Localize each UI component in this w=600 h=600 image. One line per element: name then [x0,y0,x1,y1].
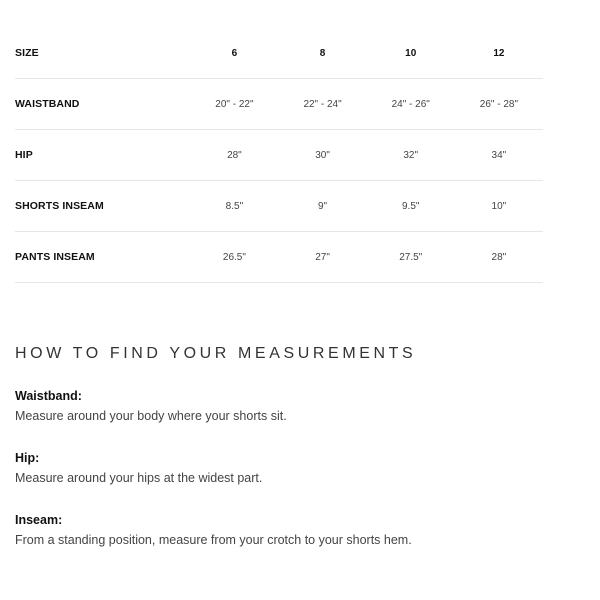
size-header-6: 6 [190,28,278,79]
hip-label: HIP [15,130,190,181]
hip-guide [15,451,575,485]
hip-size-12: 34" [455,130,543,181]
pants-inseam-size-6: 26.5" [190,232,278,283]
hip-size-6: 28" [190,130,278,181]
pants-inseam-row [15,232,543,283]
hip-guide-title: Hip: [15,451,40,465]
size-header-8: 8 [278,28,366,79]
waistband-row [15,79,543,130]
shorts-inseam-label: SHORTS INSEAM [15,181,190,232]
waistband-size-8: 22" - 24" [278,79,366,130]
inseam-guide-text: From a standing position, measure from your crotch to your shorts hem. [15,533,412,547]
hip-size-10: 32" [367,130,455,181]
waistband-size-6: 20" - 22" [190,79,278,130]
shorts-inseam-size-12: 10" [455,181,543,232]
pants-inseam-label: PANTS INSEAM [15,232,190,283]
size-header-12: 12 [455,28,543,79]
size-header-row [15,28,543,79]
hip-guide-text: Measure around your hips at the widest part. [15,471,263,485]
inseam-guide [15,513,575,547]
pants-inseam-size-8: 27" [278,232,366,283]
waistband-size-12: 26" - 28" [455,79,543,130]
inseam-guide-title: Inseam: [15,513,63,527]
shorts-inseam-row [15,181,543,232]
hip-row [15,130,543,181]
waistband-guide [15,389,575,423]
pants-inseam-size-12: 28" [455,232,543,283]
waistband-size-10: 24" - 26" [367,79,455,130]
measurements-guide-title: HOW TO FIND YOUR MEASUREMENTS [15,345,417,362]
size-header-10: 10 [367,28,455,79]
shorts-inseam-size-8: 9" [278,181,366,232]
waistband-guide-title: Waistband: [15,389,82,403]
waistband-guide-text: Measure around your body where your shorts sit. [15,409,287,423]
shorts-inseam-size-6: 8.5" [190,181,278,232]
pants-inseam-size-10: 27.5" [367,232,455,283]
hip-size-8: 30" [278,130,366,181]
size-chart-table [15,28,543,283]
size-header-label: SIZE [15,28,190,79]
shorts-inseam-size-10: 9.5" [367,181,455,232]
waistband-label: WAISTBAND [15,79,190,130]
